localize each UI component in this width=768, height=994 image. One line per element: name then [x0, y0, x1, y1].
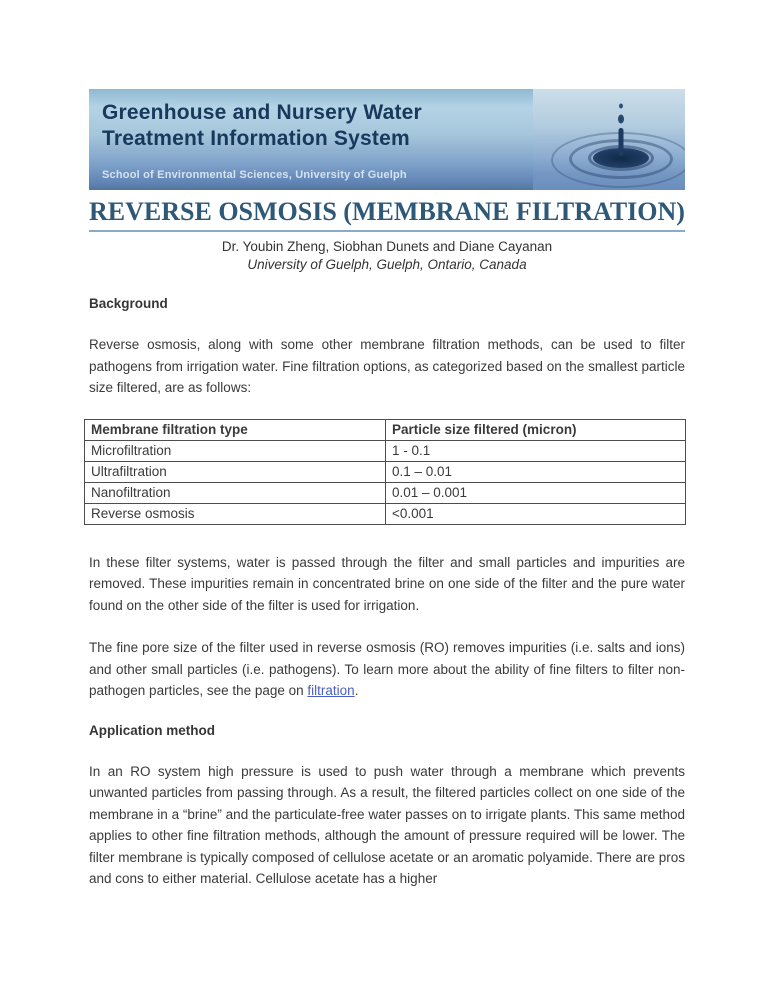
water-droplet-image — [533, 89, 685, 190]
table-cell: Reverse osmosis — [85, 503, 386, 524]
affiliation-line: University of Guelph, Guelph, Ontario, Canada — [247, 257, 527, 272]
byline — [89, 238, 685, 274]
table-row — [85, 461, 686, 482]
paragraph-background-intro: Reverse osmosis, along with some other membrane filtration methods, can be used to filter pathogens from irrigation water. Fine filtration options, as categorized based on the smallest particle size filtered, are as follows: — [89, 337, 685, 395]
table-row — [85, 503, 686, 524]
table-cell: Ultrafiltration — [85, 461, 386, 482]
table-header-row — [85, 419, 686, 440]
page-title: REVERSE OSMOSIS (MEMBRANE FILTRATION) — [89, 197, 685, 232]
section-heading-application: Application method — [89, 722, 215, 738]
droplet-bead — [618, 115, 624, 124]
banner-subtitle: School of Environmental Sciences, University of Guelph — [102, 169, 407, 181]
section-heading-background: Background — [89, 296, 168, 311]
table-cell: 1 - 0.1 — [386, 440, 686, 461]
paragraph-filter-systems: In these filter systems, water is passed through the filter and small particles and impurities are removed. These impurities remain in concentrated brine on one side of the filter and the pure water found on the other side of the filter is used for irrigation. — [89, 554, 685, 613]
filtration-table — [84, 419, 686, 525]
authors-line: Dr. Youbin Zheng, Siobhan Dunets and Diane Cayanan — [221, 239, 553, 254]
banner-title — [102, 100, 525, 152]
banner-title-line2: Treatment Information System — [102, 127, 410, 150]
paragraph-fine-pore — [89, 637, 685, 702]
banner-title-line1: Greenhouse and Nursery Water — [102, 101, 422, 124]
droplet-bead-small — [619, 104, 623, 109]
table-header-membrane-type: Membrane filtration type — [85, 419, 386, 440]
table-cell: <0.001 — [386, 503, 686, 524]
table-row — [85, 440, 686, 461]
droplet-column — [619, 128, 624, 156]
table-cell: Nanofiltration — [85, 482, 386, 503]
filtration-link[interactable]: filtration — [307, 683, 355, 698]
paragraph-application: In an RO system high pressure is used to push water through a membrane which prevents unwanted particles from passing through. As a result, the filtered particles collect on one side of the membrane in a “brine” and the particulate-free water passes on to irrigate plants. This same method applies to other fine filtration methods, although the amount of pressure required will be lower. The filter membrane is typically composed of cellulose acetate or an aromatic polyamide. There are pros and cons to either material. Cellulose acetate has a higher — [89, 763, 685, 886]
paragraph-text-after-link: . — [354, 683, 359, 698]
table-row — [85, 482, 686, 503]
table-cell: 0.01 – 0.001 — [386, 482, 686, 503]
table-header-particle-size: Particle size filtered (micron) — [386, 419, 686, 440]
paragraph-text-before-link: The fine pore size of the filter used in reverse osmosis (RO) removes impurities (i.e. salts and ions) and other small particles (i.e. pathogens). To learn more about the ability of fine filters to filter non-pathogen particles, see the page on — [89, 640, 685, 698]
table-cell: 0.1 – 0.01 — [386, 461, 686, 482]
banner — [89, 89, 685, 190]
table-cell: Microfiltration — [85, 440, 386, 461]
